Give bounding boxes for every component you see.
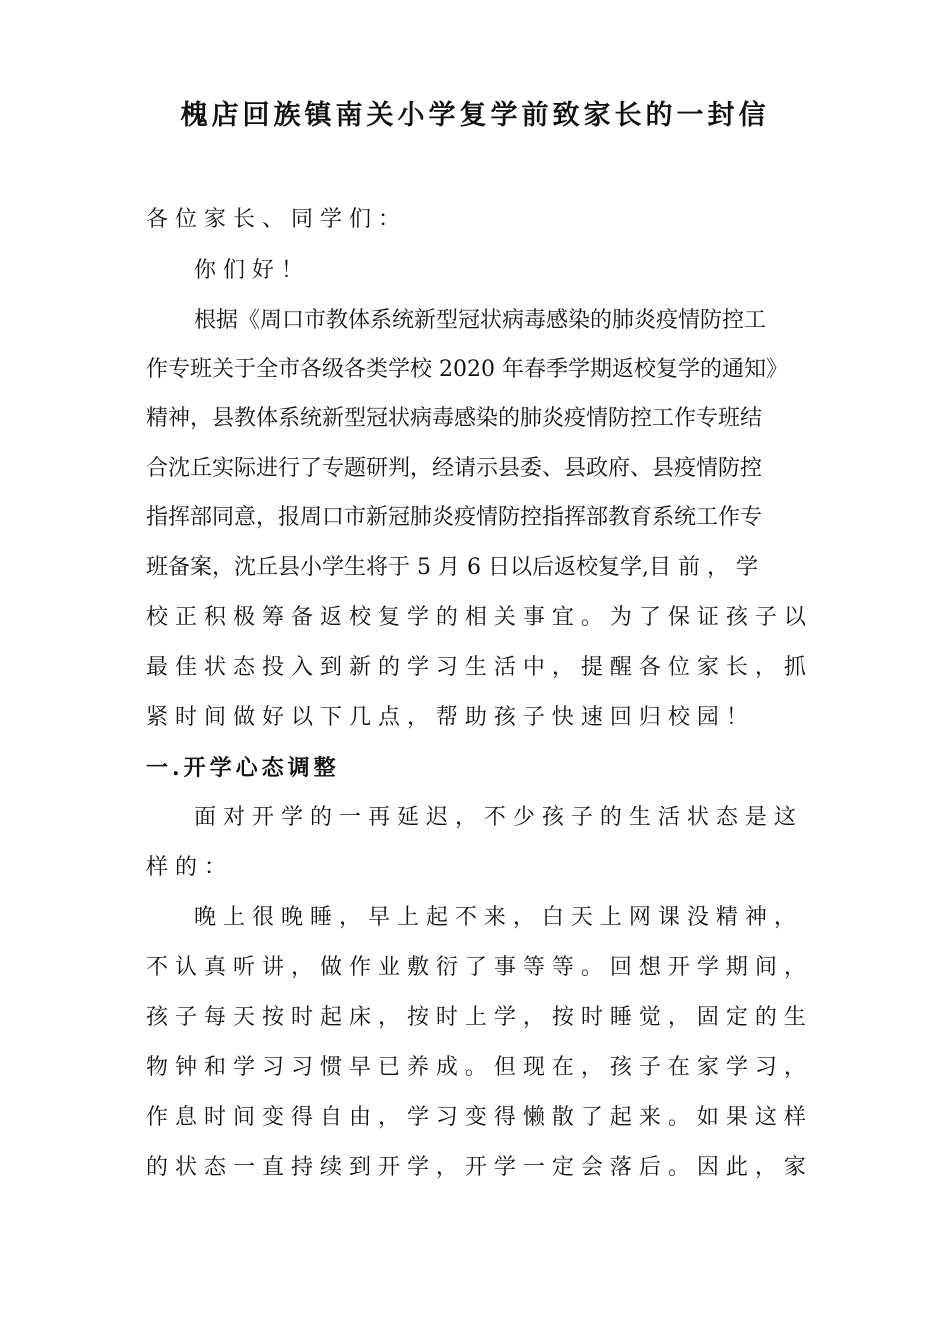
greeting-line: 各 位 家 长 、 同 学 们 ： — [146, 207, 400, 232]
paragraph-line: 的 状 态 一 直 持 续 到 开 学 ， 开 学 一 定 会 落 后 。 因 此 ， 家 — [146, 1155, 806, 1180]
paragraph-line: 班备案，沈丘县小学生将于 5 月 6 日以后返校复学,目 前 ， 学 — [146, 555, 758, 580]
paragraph-line: 校 正 积 极 筹 备 返 校 复 学 的 相 关 事 宜 。 为 了 保 证 孩 子 以 — [146, 605, 806, 630]
section-heading: 一.开学心态调整 — [146, 755, 340, 781]
paragraph-line: 指挥部同意，报周口市新冠肺炎疫情防控指挥部教育系统工作专 — [146, 505, 763, 530]
paragraph-line: 不 认 真 听 讲 ， 做 作 业 敷 衍 了 事 等 等 。 回 想 开 学 期 间 ， — [146, 955, 806, 980]
paragraph-line: 面 对 开 学 的 一 再 延 迟 ， 不 少 孩 子 的 生 活 状 态 是 这 — [194, 805, 796, 830]
paragraph-line: 物 钟 和 学 习 习 惯 早 已 养 成 。 但 现 在 ， 孩 子 在 家 学 习 ， — [146, 1055, 806, 1080]
paragraph-line: 样 的 ： — [146, 855, 226, 880]
paragraph-line: 最 佳 状 态 投 入 到 新 的 学 习 生 活 中 ， 提 醒 各 位 家 长 ， 抓 — [146, 655, 806, 680]
paragraph-line: 作 息 时 间 变 得 自 由 ， 学 习 变 得 懒 散 了 起 来 。 如 果 这 样 — [146, 1105, 806, 1130]
paragraph-line: 晚 上 很 晚 睡 ， 早 上 起 不 来 ， 白 天 上 网 课 没 精 神 ， — [194, 905, 796, 930]
paragraph-line: 根据《周口市教体系统新型冠状病毒感染的肺炎疫情防控工 — [194, 308, 767, 333]
paragraph-line: 紧 时 间 做 好 以 下 几 点 ， 帮 助 孩 子 快 速 回 归 校 园 ！ — [146, 705, 748, 730]
paragraph-line: 孩 子 每 天 按 时 起 床 ， 按 时 上 学 ， 按 时 睡 觉 ， 固 定 的 生 — [146, 1005, 806, 1030]
paragraph-line: 合沈丘实际进行了专题研判，经请示县委、县政府、县疫情防控 — [146, 456, 763, 481]
paragraph-line: 作专班关于全市各级各类学校 2020 年春季学期返校复学的通知》 — [146, 357, 788, 382]
document-title: 槐店回族镇南关小学复学前致家长的一封信 — [180, 100, 770, 131]
paragraph-line: 精神，县教体系统新型冠状病毒感染的肺炎疫情防控工作专班结 — [146, 406, 763, 431]
salutation-line: 你 们 好 ！ — [194, 258, 303, 283]
